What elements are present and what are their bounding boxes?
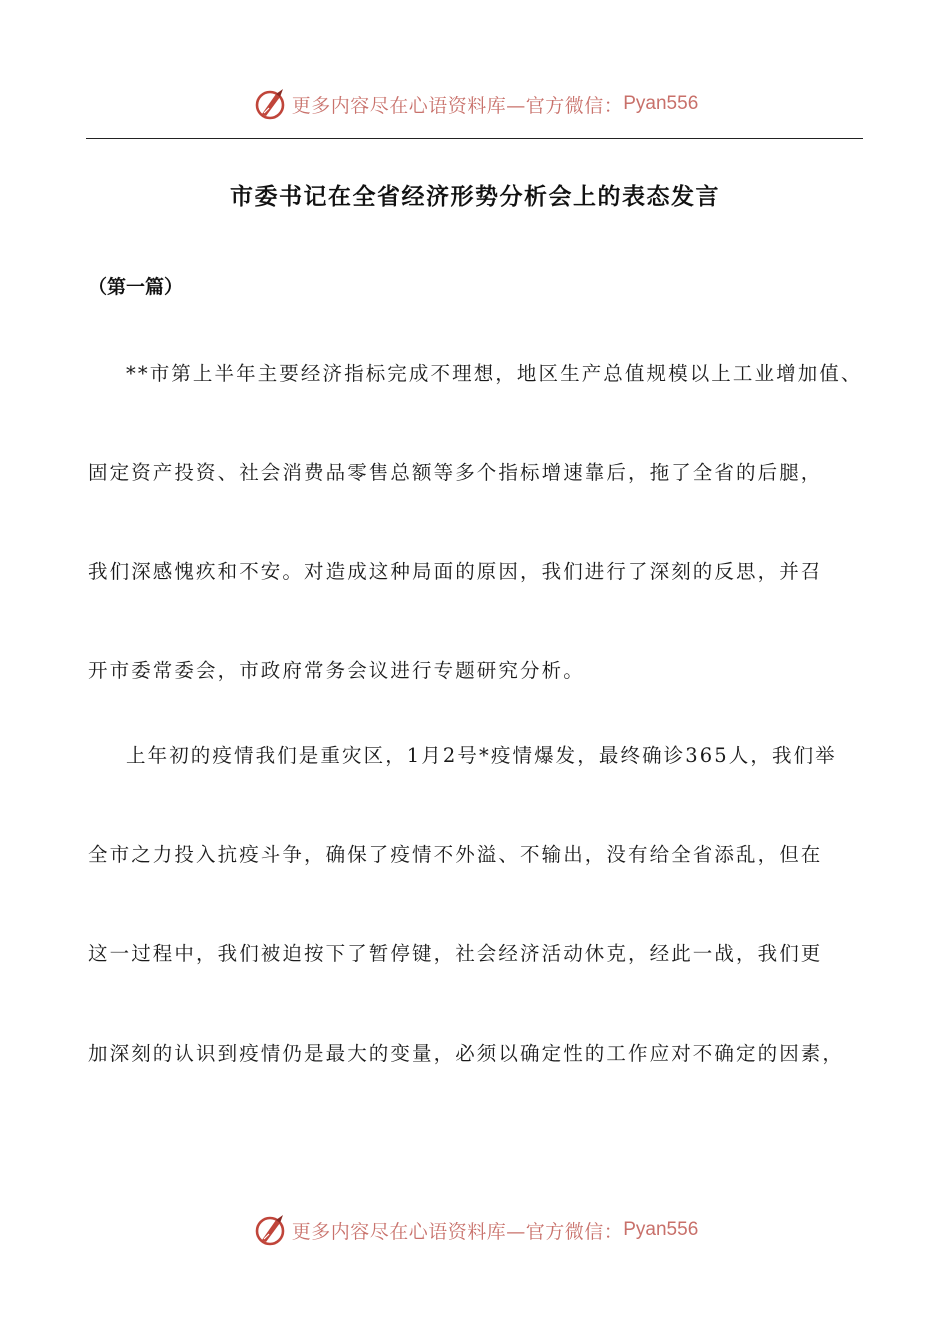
document-title: 市委书记在全省经济形势分析会上的表态发言: [230, 184, 720, 210]
body-line: 这一过程中，我们被迫按下了暂停键，社会经济活动休克，经此一战，我们更: [88, 942, 823, 965]
footer-wechat-id: Pyan556: [623, 1219, 699, 1240]
footer-banner-text: 更多内容尽在心语资料库—官方微信：: [291, 1220, 624, 1243]
section-label: （第一篇）: [88, 276, 184, 298]
body-line: 全市之力投入抗疫斗争，确保了疫情不外溢、不输出，没有给全省添乱，但在: [88, 843, 823, 866]
body-line: 加深刻的认识到疫情仍是最大的变量，必须以确定性的工作应对不确定的因素，: [88, 1042, 845, 1065]
header-banner-text: 更多内容尽在心语资料库—官方微信：: [291, 94, 624, 117]
body-line: 上年初的疫情我们是重灾区，1月2号*疫情爆发，最终确诊365人，我们举: [126, 744, 837, 767]
quill-pen-logo-icon: [252, 1212, 288, 1248]
footer-banner: [0, 1208, 950, 1252]
quill-pen-logo-icon: [252, 86, 288, 122]
body-line: **市第上半年主要经济指标完成不理想，地区生产总值规模以上工业增加值、: [126, 362, 863, 385]
body-line: 固定资产投资、社会消费品零售总额等多个指标增速靠后，拖了全省的后腿，: [88, 461, 823, 484]
header-wechat-id: Pyan556: [623, 93, 699, 114]
header-divider: [86, 138, 863, 139]
body-line: 我们深感愧疚和不安。对造成这种局面的原因，我们进行了深刻的反思，并召: [88, 560, 823, 583]
header-banner: [0, 82, 950, 126]
body-line: 开市委常委会，市政府常务会议进行专题研究分析。: [88, 659, 585, 682]
